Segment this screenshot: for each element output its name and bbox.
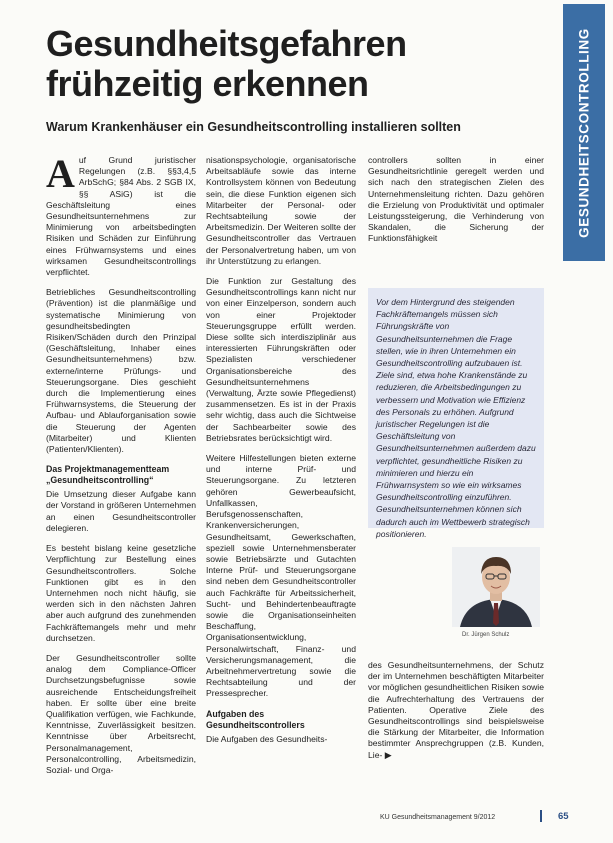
text-column-2	[206, 155, 356, 754]
paragraph: Weitere Hilfestellungen bieten externe und interne Prüf- und Steuerungsorgane. Zu letzteren gehören Gewerbeaufsicht, Unfallkassen, Berufsgenossenschaften, Krankenversicherungen, Gesundheitsamt, Gewerkschaften, speziell sowie Unternehmensberater sowie Betriebsärzte und Gutachten Interne Prüf- und Steuerungsorgane sind neben dem Gesundheitscontroller auch Fachkräfte für Arbeitssicherheit, Sucht- und Behindertenbeauftragte sowie die Organisationseinheiten Beschaffung, Organisationsentwicklung, Personalwirtschaft, Finanz- und Versicherungsmanagement, die Arbeitnehmervertretung sowie die Rechtsabteilung und der Pressesprecher.	[206, 453, 356, 699]
paragraph-text: uf Grund juristischer Regelungen (z.B. §§3,4,5 ArbSchG; §84 Abs. 2 SGB IX, §§ ASiG) ist die Geschäftsleitung eines Gesundheitsunternehmens zur Minimierung von arbeitsbedingten Risiken und Schäden zur Einführung eines Frühwarnsystems und eines wirksamen Gesundheitscontrollings verpflichtet.	[46, 155, 196, 278]
paragraph: Der Gesundheitscontroller sollte analog dem Compliance-Officer Durchsetzungsbefugnisse sowie ausreichende Entscheidungsfreiheit haben. Er sollte über eine breite Qualifikation verfügen, wie Fachkunde, Kenntnisse, Zuverlässigkeit besitzen. Kenntnisse über Arbeitsrecht, Personalmanagement, Personalcontrolling, Arbeitsmedizin, Sozial- und Orga-	[46, 652, 196, 775]
footer-divider	[540, 810, 542, 822]
section-heading: Aufgaben des Gesundheitscontrollers	[206, 708, 305, 730]
page-number: 65	[558, 811, 569, 822]
article-subtitle: Warum Krankenhäuser ein Gesundheitscontrolling installieren sollten	[46, 120, 461, 134]
drop-cap: A	[46, 151, 75, 196]
section-heading: Das Projektmanagementteam „Gesundheitscontrolling“	[46, 464, 170, 486]
portrait-image	[452, 547, 540, 627]
text-column-1	[46, 151, 196, 785]
paragraph: Die Aufgaben des Gesundheits-	[206, 733, 328, 744]
pull-quote-box	[368, 288, 544, 539]
author-portrait	[452, 547, 540, 633]
paragraph: Es besteht bislang keine gesetzliche Verpflichtung zur Bestellung eines Gesundheitscontrollers. Solche Funktionen gibt es in den Unternehmen noch nicht häufig, sie werden sich in den nächsten Jahren aber auch aufgrund des zunehmenden Fachkräftemangels mehr und mehr durchsetzen.	[46, 543, 196, 643]
text-column-3-continued	[368, 660, 544, 761]
paragraph: Die Funktion zur Gestaltung des Gesundheitscontrollings kann nicht nur von einer Einzelperson, sondern auch von einer Projektoder Steuerungsgruppe erfüllt werden. Diese sollte sich interdisziplinär aus interessierten Führungskräften oder Spezialisten verschiedener Organisationsbereiche des Gesundheitsunternehmens (Verwaltung, Ärzte sowie Pflegedienst) zusammensetzen. Es ist in der Praxis sehr wichtig, dass auch die Sichtweise der Sachbearbeiter sowie des Betriebsrates berücksichtigt wird.	[206, 276, 356, 443]
section-tab	[563, 4, 605, 261]
paragraph: controllers sollten in einer Gesundheitsrichtlinie geregelt werden und sich nach den strategischen Zielen des Unternehmensleitung richten. Dazu gehören die Erzielung von Produktivität und optimaler Leistungssteigerung, die Verhinderung von Skandalen, die Sicherung der Funktionsfähigkeit	[368, 155, 544, 244]
title-line-1: Gesundheitsgefahren	[46, 23, 407, 64]
paragraph	[46, 151, 196, 278]
article-title	[46, 24, 516, 104]
section-tab-label: GESUNDHEITSCONTROLLING	[576, 27, 592, 238]
continue-arrow-icon: ▶	[384, 749, 392, 760]
text-column-3	[368, 155, 544, 254]
journal-footer: KU Gesundheitsmanagement 9/2012	[380, 814, 496, 821]
paragraph: Betriebliches Gesundheitscontrolling (Prävention) ist die planmäßige und systematische Minimierung von gesundheitsbedingten Risiken/Schäden durch den Prinzipal (Geschäftsleitung, Inhaber eines Gesundheitsunternehmens) bzw. externe/interne Prüfungs- und Steuerungsorgane. Dies geschieht durch die Implementierung eines Frühwarnsystems, die Steuerung der Aufbau- und Ablauforganisation sowie die Steuerung der Agenten (Mitarbeiter) und Klienten (Patienten/Klienten).	[46, 287, 196, 455]
pull-quote-text: Vor dem Hintergrund des steigenden Fachkräftemangels müssen sich Führungskräfte von Gesundheitsunternehmen die Frage stellen, wie in ihren Unternehmen ein Gesundheitscontrolling aufzubauen ist. Ziele sind, etwa hohe Krankenstände zu reduzieren, die Arbeitsbedingungen zu verbessern und Motivation wie Effizienz des Personals zu erhöhen. Aufgrund juristischer Regelungen ist die Geschäftsleitung von Gesundheitsunternehmen außerdem dazu verpflichtet, gesundheitliche Risiken zu minimieren und hierzu ein Frühwarnsystem so wie ein wirksames Gesundheitscontrolling einzuführen. Gesundheitsunternehmen können sich dadurch auch im Wettbewerb strategisch positionieren.	[376, 297, 536, 539]
paragraph: nisationspsychologie, organisatorische Arbeitsabläufe sowie das interne Kontrollsystem können von Bedeutung sein, die diese Funktion eigenen sich Mitarbeiter der Personal- oder Rechtsabteilung sowie der Arbeitsmedizin. Der Weiteren sollte der Gesundheitscontroller das Vertrauen der Personalvertretung haben, um von ihr Unterstützung zu erlangen.	[206, 155, 356, 266]
title-line-2: frühzeitig erkennen	[46, 63, 369, 104]
paragraph	[368, 660, 544, 761]
photo-caption: Dr. Jürgen Schulz	[462, 632, 510, 638]
paragraph-text: des Gesundheitsunternehmens, der Schutz der im Unternehmen beschäftigten Mitarbeiter vor möglichen gesundheitlichen Risiken sowie die Aufrechterhaltung des Vertrauens der Patienten. Operative Ziele des Gesundheitscontrollings sind beispielsweise die Stärkung der Mitarbeiter, die Information bestimmter Ansprechgruppen (z.B. Kunden, Lie-	[368, 660, 544, 760]
paragraph: Die Umsetzung dieser Aufgabe kann der Vorstand in größeren Unternehmen an einen Gesundheitscontroller delegieren.	[46, 489, 196, 533]
